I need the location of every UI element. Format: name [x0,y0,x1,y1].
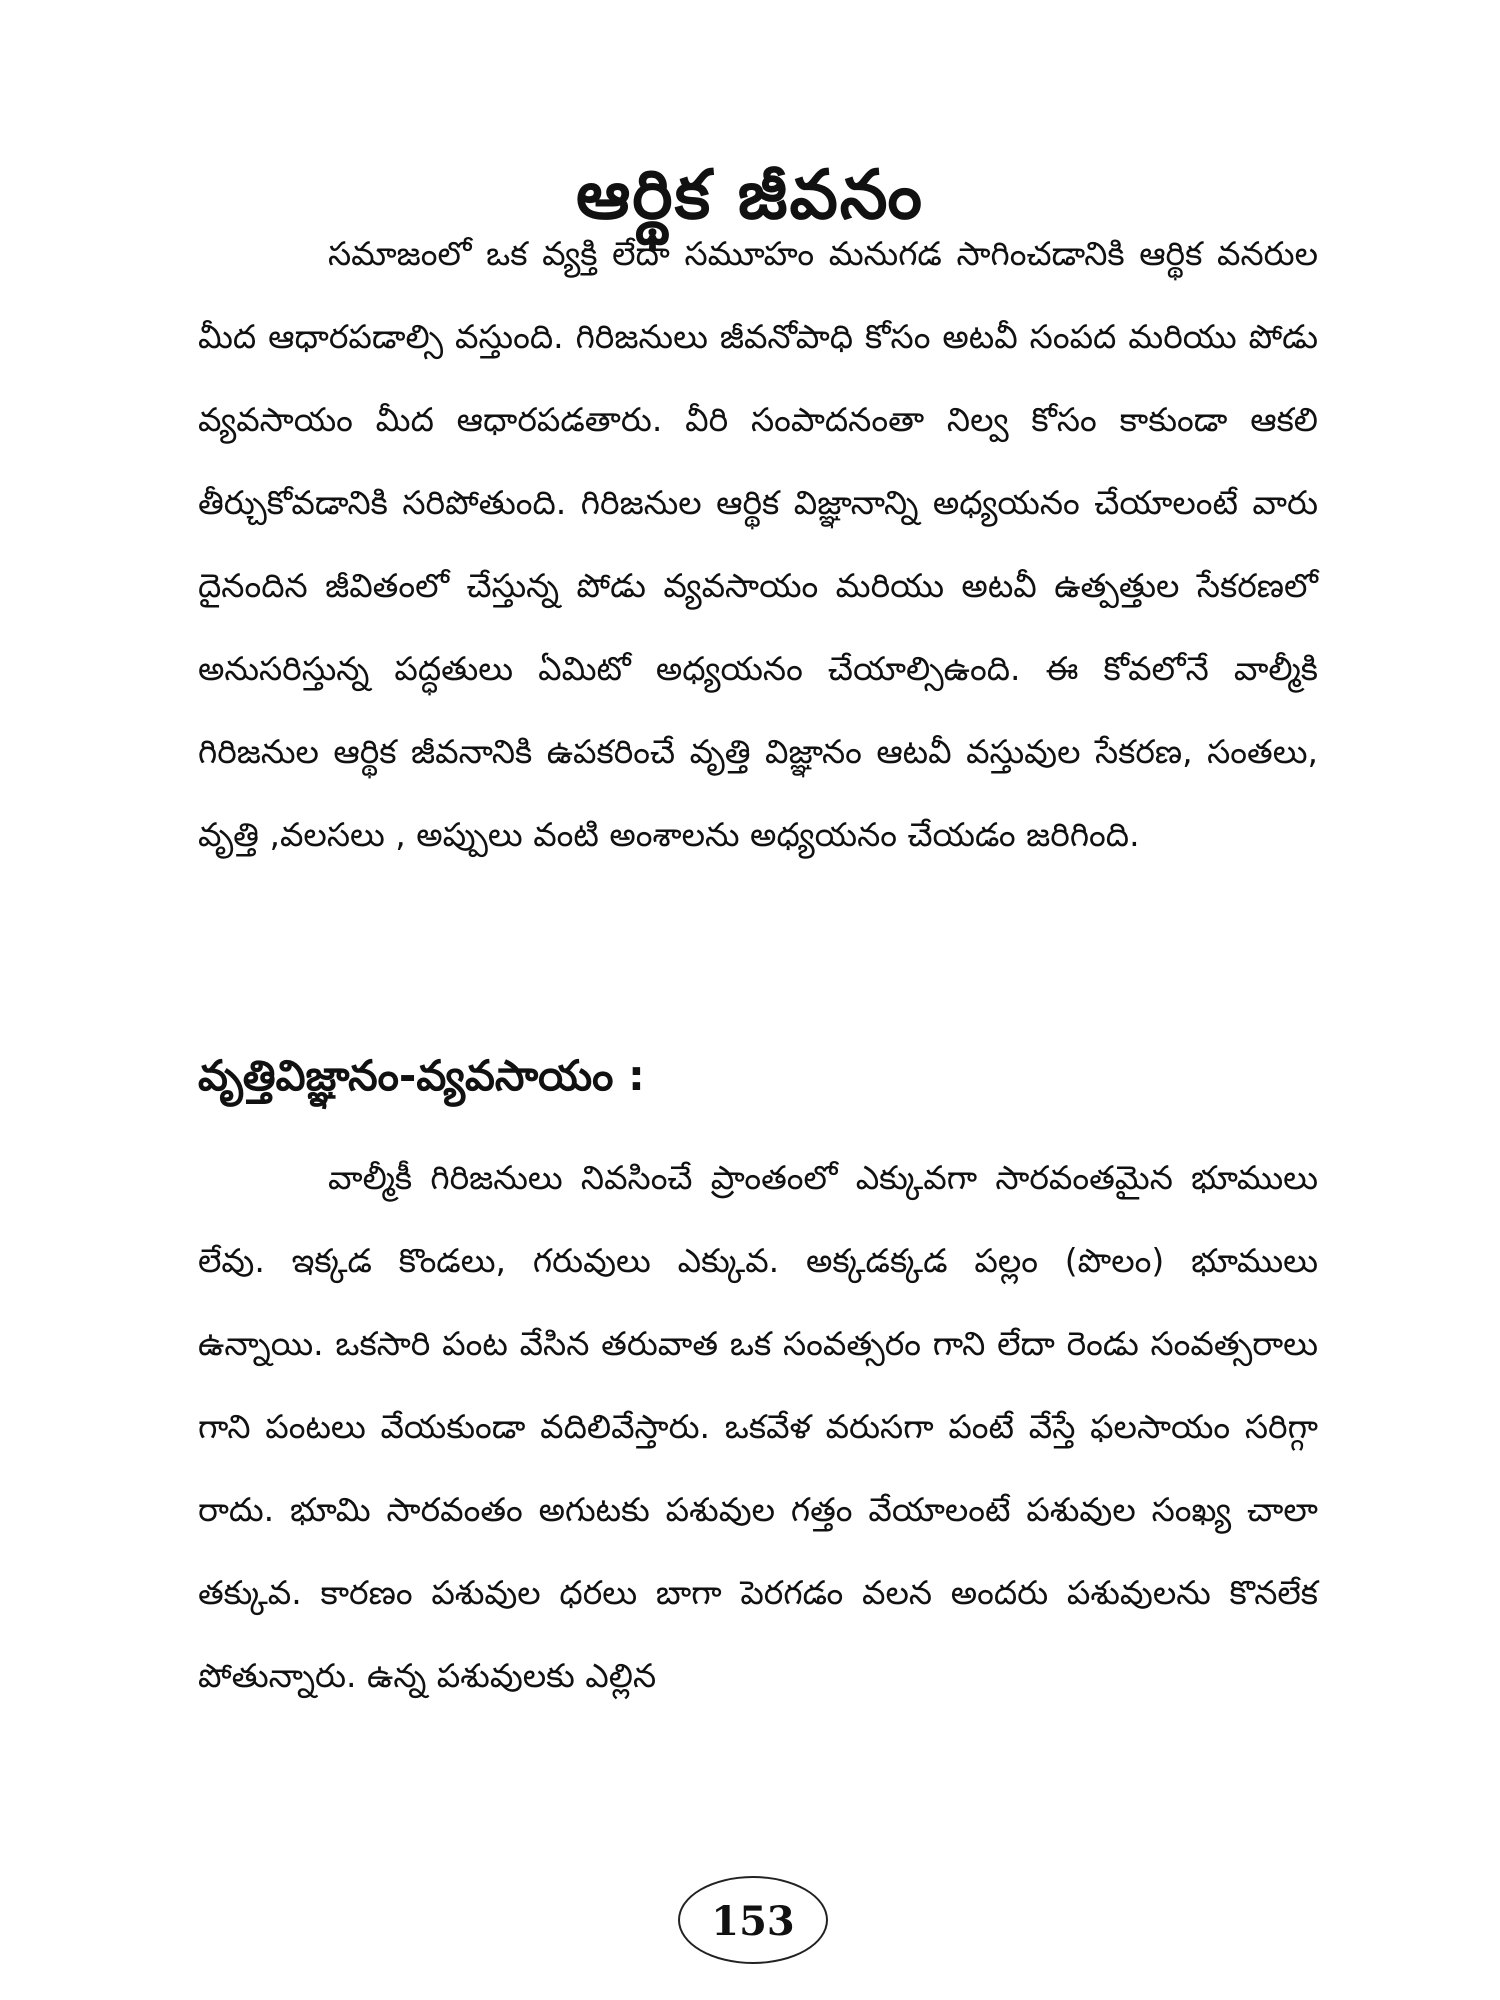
section-paragraph: వాల్మీకీ గిరిజనులు నివసించే ప్రాంతంలో ఎక్కువగా సారవంతమైన భూములు లేవు. ఇక్కడ కొండలు, గరువులు ఎక్కువ. అక్కడక్కడ పల్లం (పొలం) భూములు ఉన్నాయి. ఒకసారి పంట వేసిన తరువాత ఒక సంవత్సరం గాని లేదా రెండు సంవత్సరాలు గాని పంటలు వేయకుండా వదిలివేస్తారు. ఒకవేళ వరుసగా పంటే వేస్తే ఫలసాయం సరిగ్గా రాదు. భూమి సారవంతం అగుటకు పశువుల గత్తం వేయాలంటే పశువుల సంఖ్య చాలా తక్కువ. కారణం పశువుల ధరలు బాగా పెరగడం వలన అందరు పశువులను కొనలేక పోతున్నారు. ఉన్న పశువులకు ఎల్లిన [198,1158,1318,1695]
section-heading: వృత్తివిజ్ఞానం-వ్యవసాయం : [198,1051,645,1100]
page-number: 153 [678,1876,828,1964]
page-title: ఆర్థిక జీవనం [575,155,925,235]
intro-paragraph: సమాజంలో ఒక వ్యక్తి లేదా సమూహం మనుగడ సాగించడానికి ఆర్థిక వనరుల మీద ఆధారపడాల్సి వస్తుంది. గిరిజనులు జీవనోపాధి కోసం అటవీ సంపద మరియు పోడు వ్యవసాయం మీద ఆధారపడతారు. వీరి సంపాదనంతా నిల్వ కోసం కాకుండా ఆకలి తీర్చుకోవడానికి సరిపోతుంది. గిరిజనుల ఆర్థిక విజ్ఞానాన్ని అధ్యయనం చేయాలంటే వారు దైనందిన జీవితంలో చేస్తున్న పోడు వ్యవసాయం మరియు అటవీ ఉత్పత్తుల సేకరణలో అనుసరిస్తున్న పద్ధతులు ఏమిటో అధ్యయనం చేయాల్సిఉంది. ఈ కోవలోనే వాల్మీకి గిరిజనుల ఆర్థిక జీవనానికి ఉపకరించే వృత్తి విజ్ఞానం ఆటవీ వస్తువుల సేకరణ, సంతలు, వృత్తి ,వలసలు , అప్పులు వంటి అంశాలను అధ్యయనం చేయడం జరిగింది. [198,234,1318,854]
